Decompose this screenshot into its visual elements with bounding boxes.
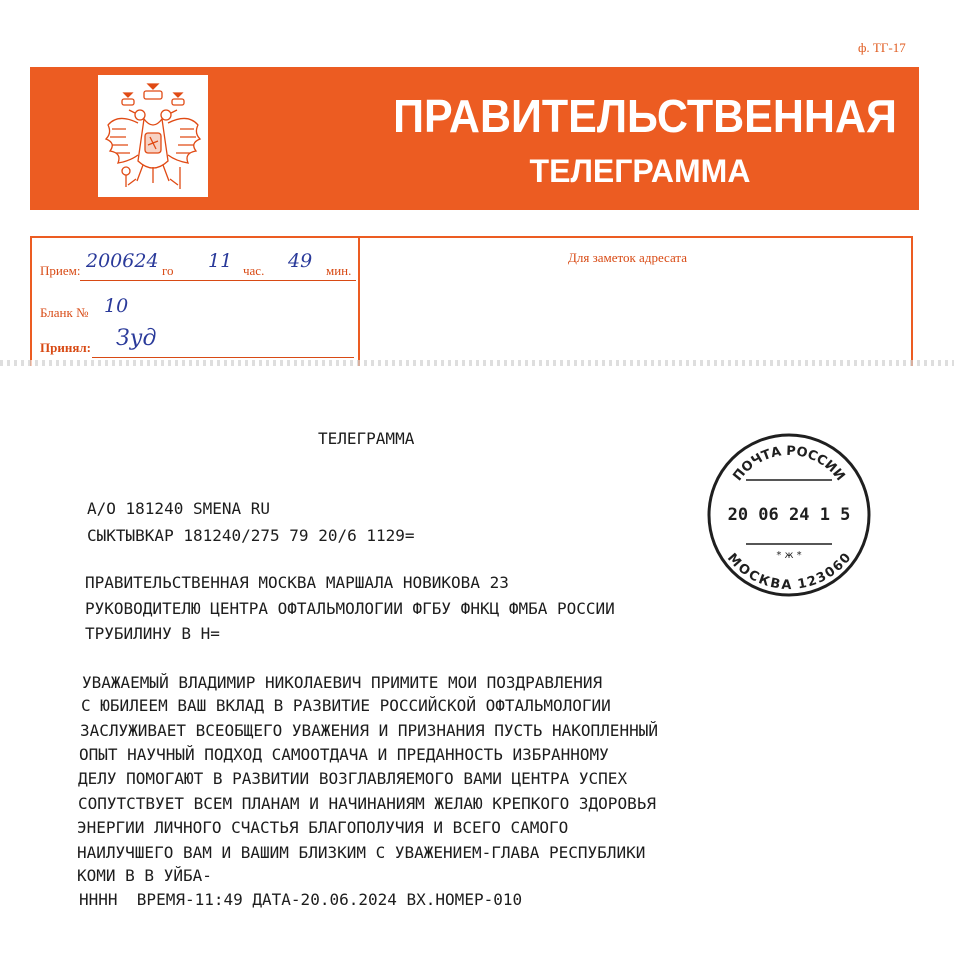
body-line-6: СОПУТСТВУЕТ ВСЕМ ПЛАНАМ И НАЧИНАНИЯМ ЖЕЛАЮ КРЕПКОГО ЗДОРОВЬЯ (78, 794, 656, 813)
minutes-handwritten: 49 (288, 250, 313, 272)
accepted-underline (92, 357, 354, 358)
received-date-handwritten: 200624 (86, 250, 159, 272)
svg-text:ПОЧТА РОССИИ (730, 444, 847, 484)
accepted-signature: Зуд (116, 326, 157, 351)
body-line-9: КОМИ В В УЙБА- (77, 866, 212, 885)
telegram-footer: НННН ВРЕМЯ-11:49 ДАТА-20.06.2024 ВХ.НОМЕР-010 (79, 890, 523, 909)
stamp-date: 20 06 24 1 5 (727, 505, 851, 525)
telegram-header: ТЕЛЕГРАММА (318, 429, 415, 448)
blank-number-handwritten: 10 (104, 295, 129, 317)
accepted-label: Принял: (40, 340, 91, 355)
reception-block (32, 238, 360, 368)
blank-label: Бланк № (40, 305, 89, 320)
body-line-5: ДЕЛУ ПОМОГАЮТ В РАЗВИТИИ ВОЗГЛАВЛЯЕМОГО ВАМИ ЦЕНТРА УСПЕХ (78, 769, 628, 788)
government-banner (30, 67, 919, 210)
body-line-1: УВАЖАЕМЫЙ ВЛАДИМИР НИКОЛАЕВИЧ ПРИМИТЕ МОИ ПОЗДРАВЛЕНИЯ (82, 673, 603, 692)
body-line-4: ОПЫТ НАУЧНЫЙ ПОДХОД САМООТДАЧА И ПРЕДАННОСТЬ ИЗБРАННОМУ (79, 745, 609, 764)
hours-handwritten: 11 (208, 250, 233, 272)
routing-line-2: СЫКТЫВКАР 181240/275 79 20/6 1129= (87, 526, 415, 545)
received-underline (80, 280, 356, 281)
postmark-stamp (706, 432, 872, 598)
banner-title: ПРАВИТЕЛЬСТВЕННАЯ (393, 91, 897, 143)
form-code: ф. ТГ-17 (858, 40, 906, 55)
body-line-7: ЭНЕРГИИ ЛИЧНОГО СЧАСТЬЯ БЛАГОПОЛУЧИЯ И ВСЕГО САМОГО (77, 818, 569, 837)
addressee-notes-label: Для заметок адресата (568, 250, 688, 265)
minutes-label: мин. (326, 263, 352, 278)
tape-edge-cover (0, 366, 954, 374)
address-line-1: ПРАВИТЕЛЬСТВЕННАЯ МОСКВА МАРШАЛА НОВИКОВА 23 (85, 573, 509, 592)
stamp-top-text: ПОЧТА РОССИИ (730, 443, 848, 484)
stamp-stars: * ж * (776, 550, 802, 561)
received-label: Прием: (40, 263, 81, 278)
russian-coat-of-arms-icon (98, 75, 208, 197)
stamp-bottom-text: МОСКВА 123060 (723, 550, 855, 594)
routing-line-1: А/О 181240 SMENA RU (87, 499, 271, 518)
body-line-8: НАИЛУЧШЕГО ВАМ И ВАШИМ БЛИЗКИМ С УВАЖЕНИЕМ-ГЛАВА РЕСПУБЛИКИ (77, 843, 646, 862)
body-line-2: С ЮБИЛЕЕМ ВАШ ВКЛАД В РАЗВИТИЕ РОССИЙСКОЙ ОФТАЛЬМОЛОГИИ (81, 696, 611, 715)
address-line-2: РУКОВОДИТЕЛЮ ЦЕНТРА ОФТАЛЬМОЛОГИИ ФГБУ ФНКЦ ФМБА РОССИИ (85, 599, 615, 618)
hours-label: час. (243, 263, 265, 278)
body-line-3: ЗАСЛУЖИВАЕТ ВСЕОБЩЕГО УВАЖЕНИЯ И ПРИЗНАНИЯ ПУСТЬ НАКОПЛЕННЫЙ (80, 721, 658, 740)
address-line-3: ТРУБИЛИНУ В Н= (85, 624, 220, 643)
registration-panel (30, 236, 913, 370)
go-label: го (162, 263, 174, 278)
banner-subtitle: ТЕЛЕГРАММА (529, 153, 751, 189)
